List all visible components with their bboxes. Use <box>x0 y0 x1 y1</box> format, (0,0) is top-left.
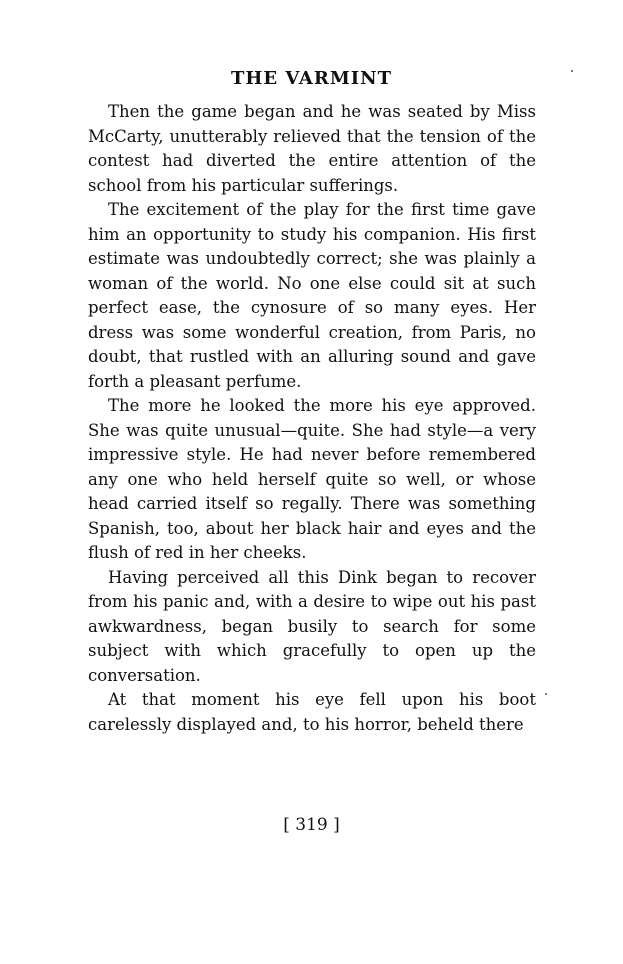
page-number: [ 319 ] <box>283 815 340 835</box>
paragraph-3: The more he looked the more his eye approved. She was quite unusual—quite. She had style—a very impressive style. He had never before remembered any one who held herself quite so well, or whose head carried itself so regally. There was something Spanish, too, about her black hair and eyes and the flush of red in her cheeks. <box>88 396 536 562</box>
paragraph-4: Having perceived all this Dink began to recover from his panic and, with a desire to wipe out his past awkwardness, began busily to search for some subject with which gracefully to open up the conversation. <box>88 567 536 685</box>
print-speck <box>571 70 573 72</box>
paragraph-2: The excitement of the play for the first time gave him an opportunity to study his companion. His first estimate was undoubtedly correct; she was plainly a woman of the world. No one else could sit at such perfect ease, the cynosure of so many eyes. Her dress was some wonderful creation, from Paris, no doubt, that rustled with an alluring sound and gave forth a pleasant perfume. <box>88 200 536 391</box>
body-text <box>88 100 536 737</box>
running-head: THE VARMINT <box>230 68 393 89</box>
paragraph-5: At that moment his eye fell upon his boot carelessly displayed and, to his horror, beheld there <box>88 690 536 734</box>
paragraph-1: Then the game began and he was seated by Miss McCarty, unutterably relieved that the tension of the contest had diverted the entire attention of the school from his particular sufferings. <box>88 102 536 195</box>
print-speck <box>545 693 547 695</box>
